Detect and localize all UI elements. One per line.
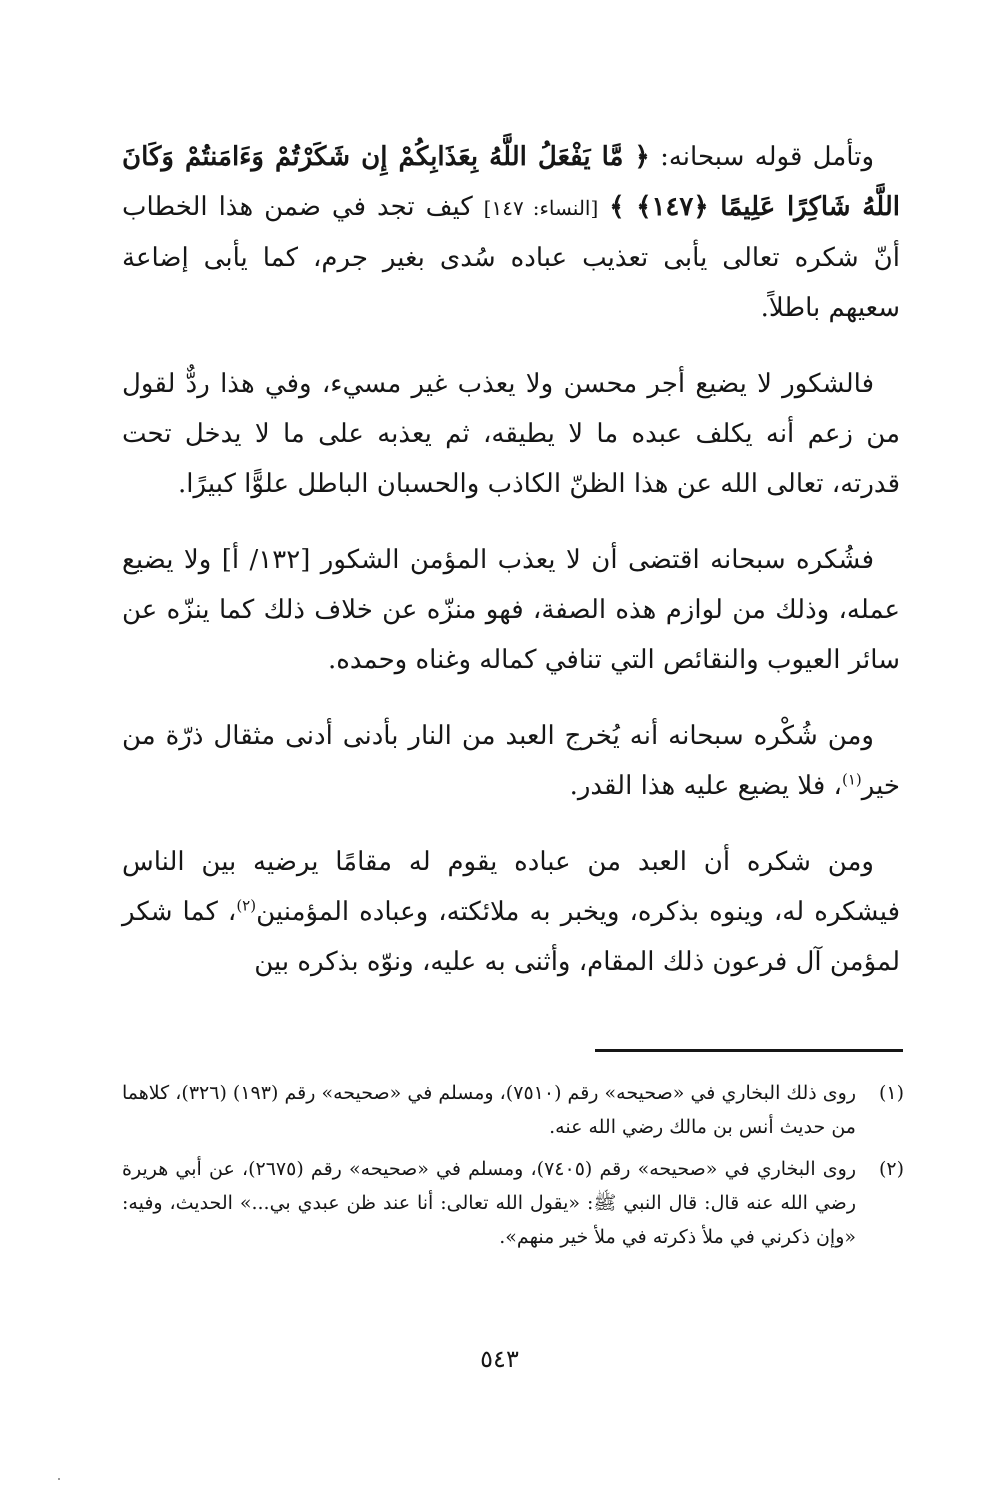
paragraph-2: فالشكور لا يضيع أجر محسن ولا يعذب غير مسيء، وفي هذا ردٌّ لقول من زعم أنه يكلف عبده ما لا يطيقه، ثم يعذبه على ما لا يدخل تحت قدرته، تعالى الله عن هذا الظنّ الكاذب والحسبان الباطل علوًّا كبيرًا. [122, 369, 900, 499]
footnote-divider [595, 1049, 903, 1052]
scan-speck [58, 1478, 60, 1480]
paragraph-4-text-end: ، فلا يضيع عليه هذا القدر. [569, 771, 842, 801]
footnote-text: روى ذلك البخاري في «صحيحه» رقم (٧٥١٠)، ومسلم في «صحيحه» رقم (١٩٣) (٣٢٦)، كلاهما من حديث أنس بن مالك رضي الله عنه. [122, 1082, 856, 1138]
quran-verse: ﴿ مَّا يَفْعَلُ اللَّهُ بِعَذَابِكُمْ إِن شَكَرْتُمْ وَءَامَنتُمْ وَكَانَ اللَّهُ شَاكِرًا عَلِيمًا ﴿١٤٧﴾ ﴾ [122, 142, 901, 222]
footnote-marker-2: (٢) [236, 896, 257, 915]
paragraph-4-text: ومن شُكْره سبحانه أنه يُخرج العبد من النار بأدنى أدنى مثقال ذرّة من خير [122, 721, 900, 801]
main-text [122, 132, 900, 1013]
footnote-1 [122, 1076, 904, 1144]
footnote-2 [122, 1152, 904, 1254]
paragraph-1-text: كيف تجد في ضمن هذا الخطاب أنّ شكره تعالى يأبى تعذيب عباده سُدى بغير جرم، كما يأبى إضاعة سعيهم باطلاً. [122, 192, 900, 323]
paragraph-5 [122, 837, 900, 987]
footnote-text: روى البخاري في «صحيحه» رقم (٧٤٠٥)، ومسلم في «صحيحه» رقم (٢٦٧٥)، عن أبي هريرة رضي الله عنه قال: قال النبي ﷺ: «يقول الله تعالى: أنا عند ظن عبدي بي...» الحديث، وفيه: «وإن ذكرني في ملأ ذكرته في ملأ خير منهم». [122, 1158, 857, 1248]
footnote-number: (٢) [878, 1158, 904, 1180]
paragraph-5-text-end: ، كما شكر لمؤمن آل فرعون ذلك المقام، وأثنى به عليه، ونوّه بذكره بين [122, 897, 900, 977]
paragraph-1-intro: وتأمل قوله سبحانه: [660, 142, 874, 172]
footnotes-section [122, 1076, 904, 1262]
paragraph-1 [122, 132, 900, 333]
footnote-marker-1: (١) [841, 770, 862, 789]
paragraph-3: فشُكره سبحانه اقتضى أن لا يعذب المؤمن الشكور [١٣٢/ أ] ولا يضيع عمله، وذلك من لوازم هذه الصفة، فهو منزّه عن خلاف ذلك كما ينزّه عن سائر العيوب والنقائص التي تنافي كماله وغناه وحمده. [122, 545, 900, 675]
verse-reference: [النساء: ١٤٧] [483, 196, 599, 220]
footnote-number: (١) [878, 1082, 904, 1104]
paragraph-4 [122, 711, 900, 811]
page-number: ٥٤٣ [480, 1345, 519, 1373]
paragraph-5-text: ومن شكره أن العبد من عباده يقوم له مقامًا يرضيه بين الناس فيشكره له، وينوه بذكره، ويخبر به ملائكته، وعباده المؤمنين [122, 847, 901, 927]
